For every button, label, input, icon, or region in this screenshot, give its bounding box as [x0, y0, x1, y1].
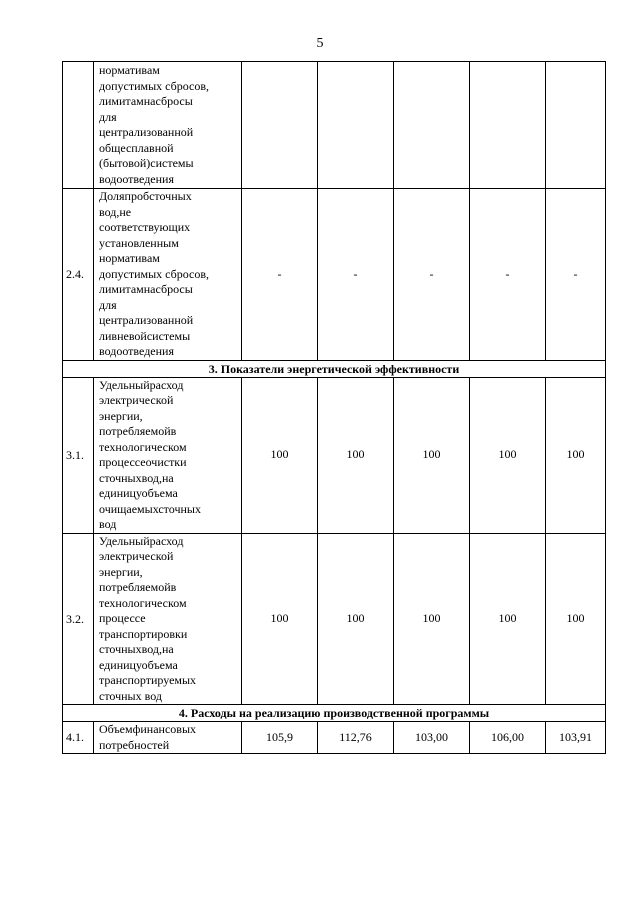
indicator-word: финансовых [132, 722, 197, 736]
indicator-word: сбросы [155, 282, 193, 296]
indicator-word: единицу [99, 657, 142, 672]
indicator-word: вод [99, 517, 117, 531]
value-cell-3: - [394, 189, 470, 361]
indicator-word: потребностей [99, 737, 170, 752]
value-cell-3 [394, 62, 470, 189]
indicator-word: соответствующих [99, 220, 191, 234]
value-cell-5: 103,91 [546, 722, 606, 754]
indicator-name-line [99, 393, 238, 409]
indicator-name-line [99, 313, 238, 329]
indicator-word: Удельный [99, 377, 150, 392]
table-row [63, 377, 606, 533]
page-number: 5 [316, 36, 324, 51]
indicator-word: потребляемой [99, 424, 171, 438]
indicator-word: вод, [141, 642, 162, 656]
indicator-name-line [99, 642, 238, 658]
indicator-name-line [99, 580, 238, 596]
indicator-name [94, 189, 242, 361]
indicator-name-line [99, 738, 238, 754]
indicator-word: в [170, 424, 177, 438]
section-header-row [63, 705, 606, 722]
indicator-word: единицу [99, 486, 142, 500]
indicator-name-line [99, 298, 238, 314]
row-number [63, 62, 94, 189]
indicator-word: допустимых сбросов, [99, 266, 210, 281]
value-cell-3: 103,00 [394, 722, 470, 754]
row-number: 3.2. [63, 533, 94, 705]
indicator-name-line [99, 471, 238, 487]
row-number: 2.4. [63, 189, 94, 361]
indicator-name-line [99, 156, 238, 172]
value-cell-4 [470, 62, 546, 189]
indicator-name-line [99, 63, 238, 79]
indicator-word: энергии, [99, 408, 143, 423]
indicator-word: объема [141, 657, 178, 672]
value-cell-2: 100 [318, 533, 394, 705]
indicator-word: расход [149, 377, 184, 392]
value-cell-1: 100 [242, 377, 318, 533]
indicator-name-line [99, 549, 238, 565]
indicator-name-line [99, 378, 238, 394]
value-cell-1 [242, 62, 318, 189]
indicator-word: процессе [99, 455, 146, 469]
indicator-name-line [99, 344, 238, 360]
value-cell-5 [546, 62, 606, 189]
value-cell-4: 100 [470, 377, 546, 533]
indicator-word: централизованной [99, 125, 194, 139]
value-cell-2: 100 [318, 377, 394, 533]
indicator-word: лимитам [99, 282, 144, 296]
indicator-word: очистки [145, 455, 187, 469]
value-cell-3: 100 [394, 533, 470, 705]
value-cell-1: 100 [242, 533, 318, 705]
value-cell-2 [318, 62, 394, 189]
indicator-word: лимитам [99, 94, 144, 108]
row-number: 3.1. [63, 377, 94, 533]
indicator-name-line [99, 94, 238, 110]
indicator-word: установленным [99, 235, 179, 250]
value-cell-4: 106,00 [470, 722, 546, 754]
section-title: 4. Расходы на реализацию производственной программы [63, 705, 606, 722]
indicator-name-line [99, 205, 238, 221]
indicator-name-line [99, 409, 238, 425]
indicator-name-line [99, 673, 238, 689]
indicator-word: объема [141, 486, 178, 500]
indicator-word: системы [146, 328, 191, 343]
indicator-word: расход [149, 533, 184, 548]
indicator-word: централизованной [99, 313, 194, 327]
indicator-name-line [99, 486, 238, 502]
indicator-name-line [99, 565, 238, 581]
indicator-word: Объем [99, 722, 133, 736]
indicator-word: в [170, 580, 177, 594]
indicator-word: энергии, [99, 564, 143, 579]
indicator-name-line [99, 455, 238, 471]
indicator-word: системы [150, 156, 194, 170]
indicator-name-line [99, 172, 238, 188]
indicator-word: нормативам [99, 251, 160, 265]
value-cell-4: - [470, 189, 546, 361]
indicator-word: технологическом [99, 595, 187, 610]
value-cell-5: 100 [546, 533, 606, 705]
indicator-word: Удельный [99, 533, 150, 548]
indicator-name [94, 533, 242, 705]
indicator-word: сточных [99, 470, 142, 485]
indicator-name-line [99, 627, 238, 643]
value-cell-2: - [318, 189, 394, 361]
indicator-name [94, 62, 242, 189]
indicator-name-line [99, 596, 238, 612]
indicator-word: транспортировки [99, 626, 188, 641]
indicator-word: на [161, 642, 174, 656]
table-body [63, 62, 606, 754]
indicator-name-line [99, 267, 238, 283]
indicator-word: для [99, 109, 117, 124]
indicator-word: на [161, 470, 174, 485]
indicator-name-line [99, 611, 238, 627]
indicator-name-line [99, 282, 238, 298]
indicator-word: водоотведения [99, 344, 174, 358]
indicator-name [94, 722, 242, 754]
indicator-name-line [99, 189, 238, 205]
indicator-name-line [99, 517, 238, 533]
value-cell-1: 105,9 [242, 722, 318, 754]
table-row [63, 722, 606, 754]
indicator-word: сточных [158, 501, 201, 516]
indicator-name-line [99, 424, 238, 440]
table-row [63, 62, 606, 189]
indicator-word: вод, [99, 204, 120, 219]
indicator-word: общесплавной [99, 140, 174, 155]
indicator-word: очищаемых [99, 501, 159, 516]
indicator-word: вод, [141, 470, 162, 485]
indicator-name-line [99, 125, 238, 141]
value-cell-3: 100 [394, 377, 470, 533]
section-title: 3. Показатели энергетической эффективности [63, 360, 606, 377]
indicator-word: водоотведения [99, 171, 174, 186]
indicators-table [62, 61, 606, 754]
indicator-name-line [99, 658, 238, 674]
indicator-word: на [143, 282, 156, 296]
indicator-name-line [99, 79, 238, 95]
indicator-name [94, 377, 242, 533]
indicator-word: сбросы [155, 94, 193, 108]
indicator-name-line [99, 722, 238, 738]
indicator-word: технологическом [99, 439, 187, 454]
indicator-word: сточных [149, 189, 192, 203]
indicator-name-line [99, 110, 238, 126]
indicator-name-line [99, 329, 238, 345]
indicator-word: ливневой [99, 328, 147, 343]
indicator-word: проб [124, 189, 150, 203]
indicator-word: не [119, 204, 132, 219]
indicator-word: процессе [99, 611, 146, 625]
indicator-name-line [99, 502, 238, 518]
indicator-word: транспортируемых [99, 673, 197, 687]
indicator-name-line [99, 141, 238, 157]
indicator-word: Доля [99, 189, 125, 203]
indicator-word: нормативам [99, 63, 160, 77]
row-number: 4.1. [63, 722, 94, 754]
indicator-name-line [99, 236, 238, 252]
indicator-word: электрической [99, 393, 174, 407]
value-cell-4: 100 [470, 533, 546, 705]
indicator-word: потребляемой [99, 580, 171, 594]
indicator-word: (бытовой) [99, 156, 151, 170]
indicator-word: сточных вод [99, 688, 162, 703]
indicator-name-line [99, 689, 238, 705]
indicator-name-line [99, 220, 238, 236]
indicator-name-line [99, 534, 238, 550]
indicator-name-line [99, 440, 238, 456]
value-cell-5: - [546, 189, 606, 361]
value-cell-2: 112,76 [318, 722, 394, 754]
indicator-word: сточных [99, 642, 142, 656]
indicator-word: для [99, 297, 117, 312]
table-row [63, 189, 606, 361]
indicator-word: допустимых сбросов, [99, 78, 210, 93]
section-header-row [63, 360, 606, 377]
table-row [63, 533, 606, 705]
value-cell-5: 100 [546, 377, 606, 533]
indicator-word: на [143, 94, 156, 108]
indicator-name-line [99, 251, 238, 267]
indicator-word: электрической [99, 549, 174, 563]
value-cell-1: - [242, 189, 318, 361]
